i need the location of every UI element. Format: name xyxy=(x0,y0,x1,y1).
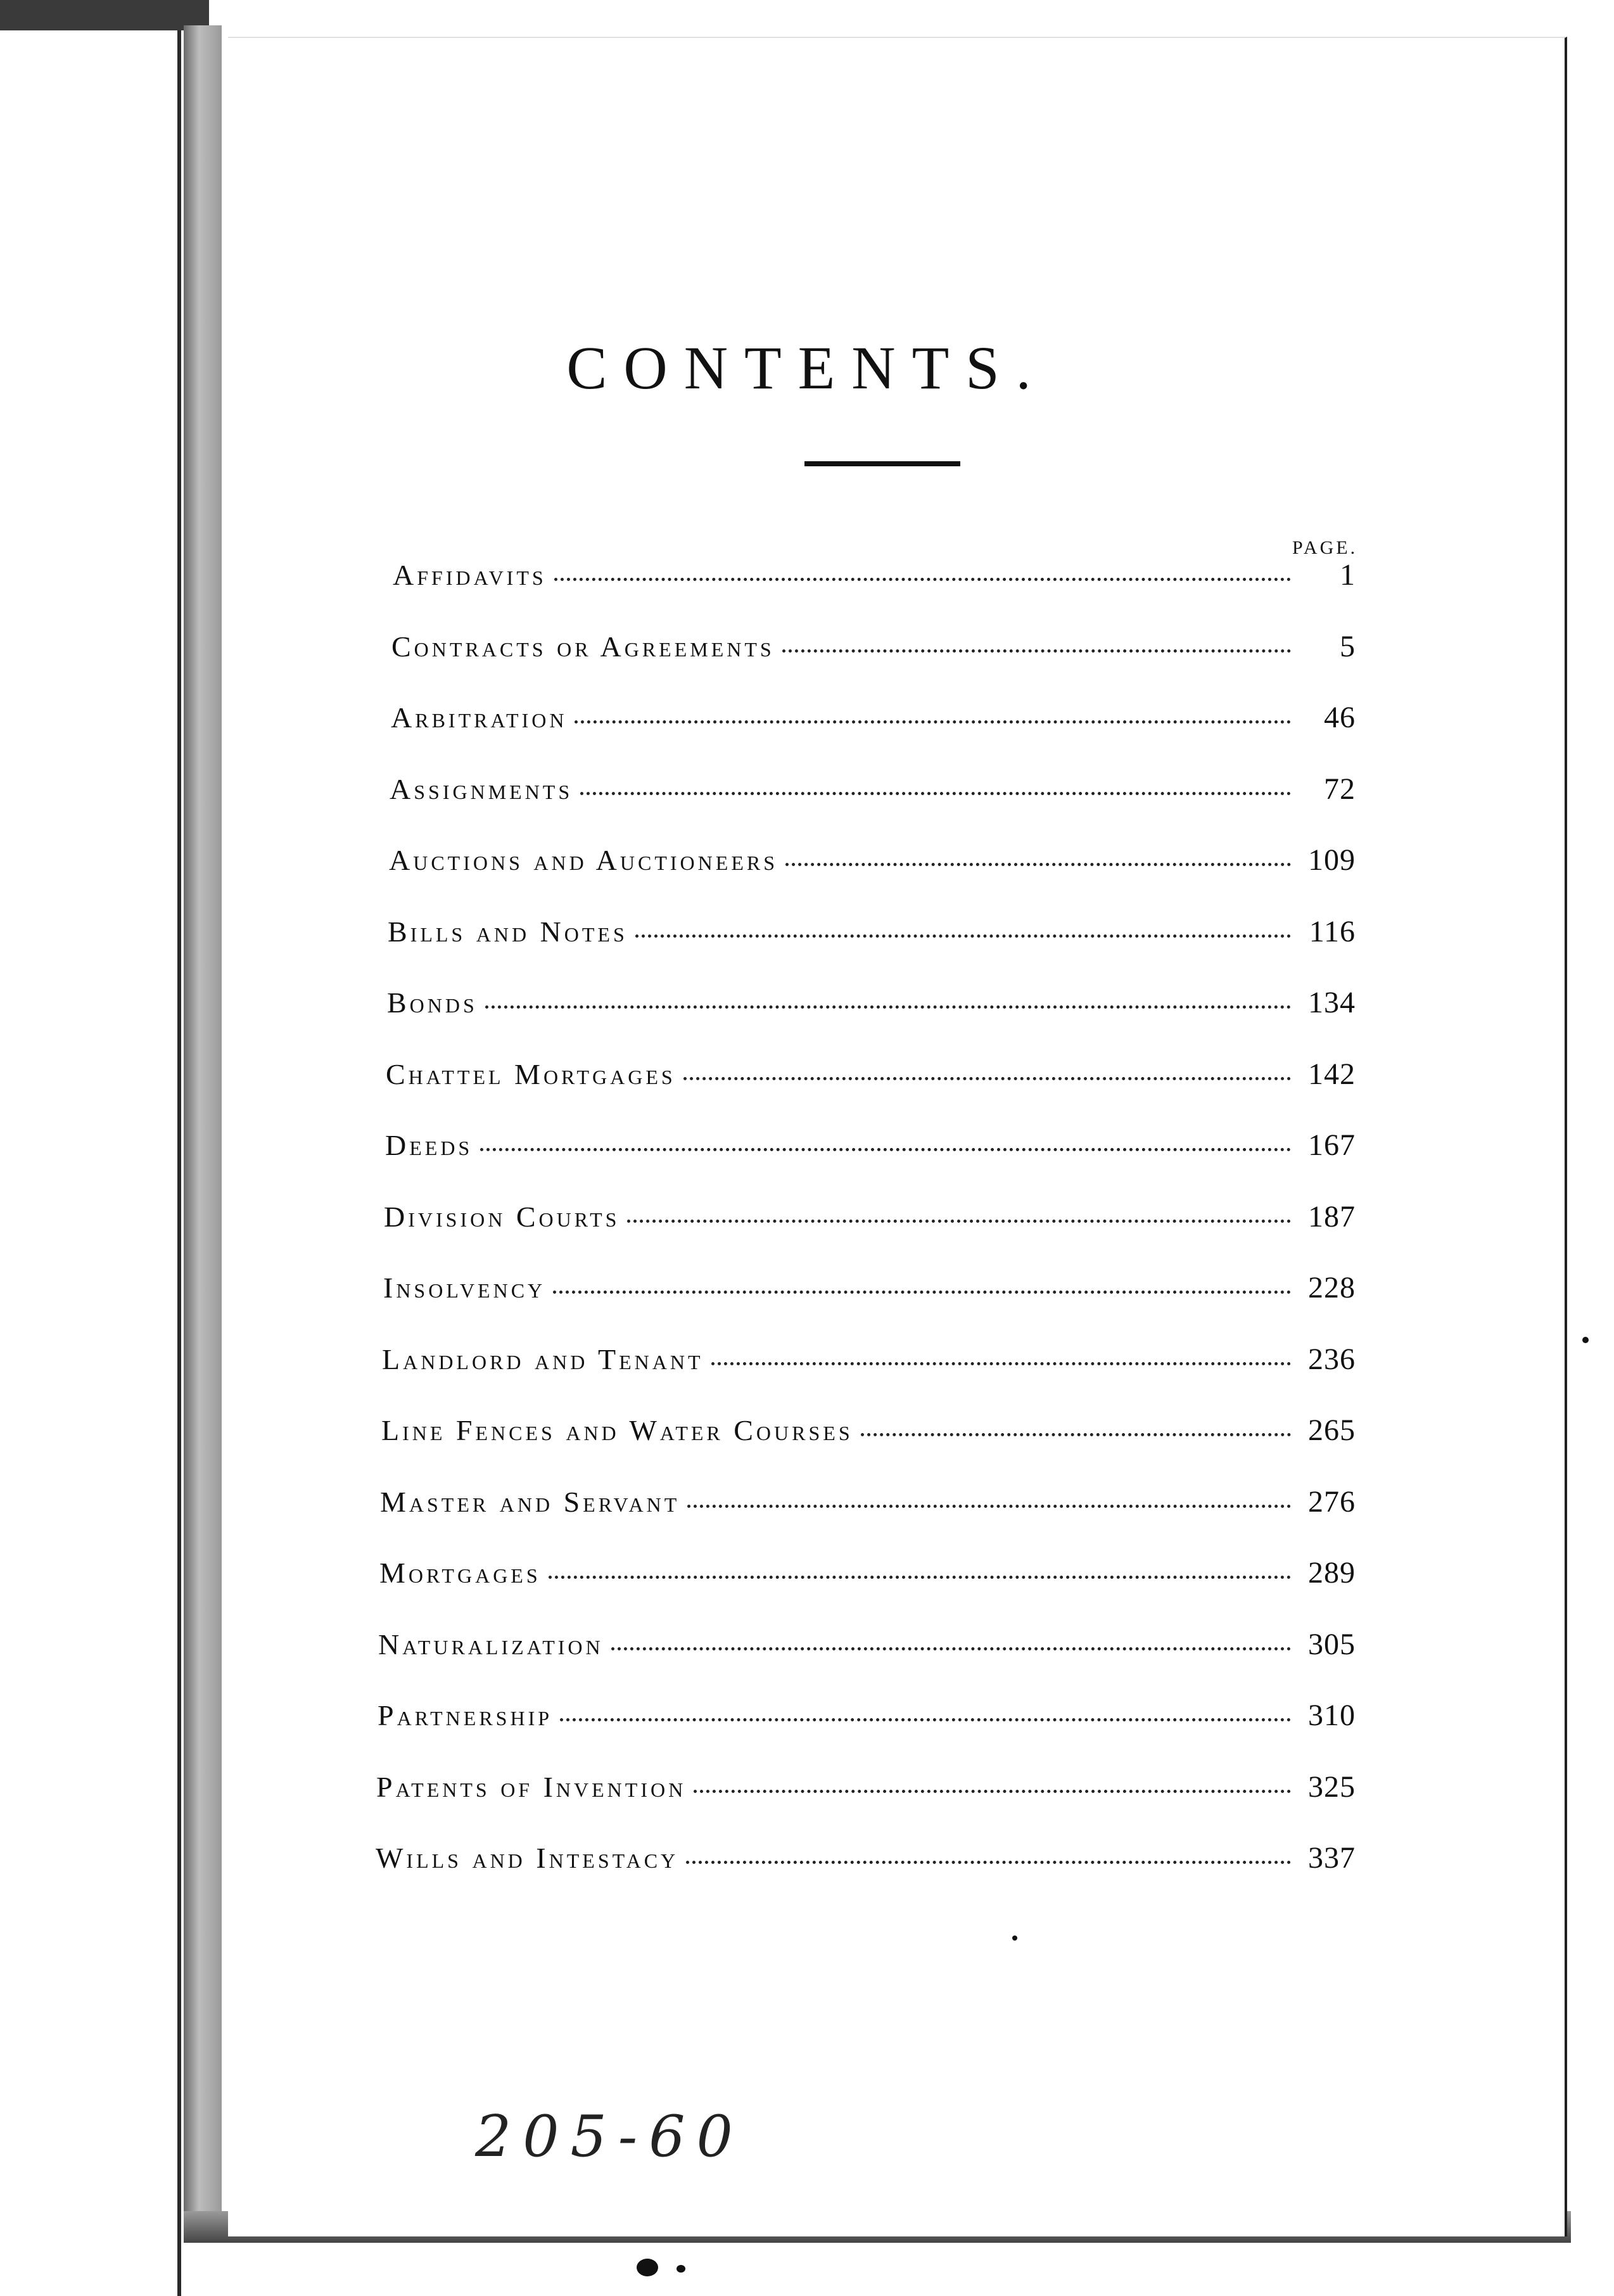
toc-entry-label: Deeds xyxy=(385,1129,473,1161)
toc-entry-page: 142 xyxy=(1308,1057,1356,1091)
paper-speck xyxy=(1582,1337,1589,1343)
toc-leader-dots xyxy=(694,1790,1291,1793)
toc-entry xyxy=(391,700,1356,772)
toc-entry xyxy=(382,1342,1356,1413)
toc-entry-page: 228 xyxy=(1308,1271,1356,1304)
toc-leader-dots xyxy=(611,1647,1291,1650)
toc-entry-label: Affidavits xyxy=(393,559,547,591)
toc-entry-page: 134 xyxy=(1308,986,1356,1019)
toc-entry-page: 276 xyxy=(1308,1484,1356,1519)
toc-leader-dots xyxy=(553,1291,1291,1294)
toc-leader-dots xyxy=(554,578,1291,581)
toc-entry-page: 310 xyxy=(1308,1699,1356,1732)
toc-entry-label: Partnership xyxy=(378,1699,553,1732)
toc-leader-dots xyxy=(560,1718,1291,1721)
toc-leader-dots xyxy=(686,1861,1291,1864)
toc-leader-dots xyxy=(549,1576,1291,1579)
title-rule-divider xyxy=(804,461,960,466)
paper-speck xyxy=(637,2259,658,2276)
toc-entry-label: Insolvency xyxy=(383,1272,546,1304)
toc-entry xyxy=(389,843,1356,914)
toc-leader-dots xyxy=(782,649,1291,653)
toc-leader-dots xyxy=(480,1148,1291,1151)
page-column-label: PAGE. xyxy=(1292,537,1358,558)
toc-entry xyxy=(385,1128,1356,1199)
toc-entry-page: 116 xyxy=(1309,914,1356,948)
toc-entry-label: Landlord and Tenant xyxy=(382,1343,704,1375)
toc-entry-label: Naturalization xyxy=(378,1628,604,1661)
toc-entry xyxy=(378,1698,1356,1770)
toc-entry-page: 1 xyxy=(1340,558,1356,592)
toc-entry-label: Assignments xyxy=(390,772,573,805)
toc-entry-label: Mortgages xyxy=(379,1557,541,1589)
toc-entry xyxy=(390,772,1356,843)
toc-entry xyxy=(387,985,1356,1057)
toc-leader-dots xyxy=(635,934,1291,938)
toc-entry xyxy=(379,1555,1356,1627)
toc-entry-label: Wills and Intestacy xyxy=(376,1842,679,1874)
toc-leader-dots xyxy=(683,1077,1291,1080)
toc-entry xyxy=(388,914,1356,986)
toc-entry xyxy=(391,629,1356,701)
toc-entry-page: 325 xyxy=(1308,1770,1356,1804)
toc-entry-label: Auctions and Auctioneers xyxy=(389,844,778,876)
toc-leader-dots xyxy=(711,1362,1291,1365)
toc-entry-label: Line Fences and Water Courses xyxy=(381,1414,853,1446)
paper-speck xyxy=(1012,1936,1017,1941)
toc-entry xyxy=(383,1270,1356,1342)
scan-top-corner xyxy=(0,0,209,30)
toc-entry-page: 167 xyxy=(1308,1128,1356,1162)
toc-entry-page: 109 xyxy=(1308,843,1356,877)
toc-leader-dots xyxy=(627,1220,1291,1223)
toc-entry xyxy=(381,1413,1356,1484)
toc-entry-label: Chattel Mortgages xyxy=(386,1057,676,1090)
toc-leader-dots xyxy=(687,1505,1291,1508)
toc-entry-page: 46 xyxy=(1324,701,1356,734)
toc-entry-page: 5 xyxy=(1340,629,1356,663)
toc-leader-dots xyxy=(580,792,1291,795)
table-of-contents xyxy=(376,558,1356,1912)
toc-entry xyxy=(380,1484,1356,1556)
toc-entry xyxy=(378,1627,1356,1699)
toc-entry-label: Contracts or Agreements xyxy=(391,630,775,663)
toc-entry-page: 187 xyxy=(1308,1199,1356,1234)
handwritten-note: 205-60 xyxy=(475,2103,744,2170)
toc-entry-page: 337 xyxy=(1308,1841,1356,1875)
toc-entry-label: Arbitration xyxy=(391,701,568,734)
toc-entry-label: Patents of Invention xyxy=(376,1770,687,1803)
toc-leader-dots xyxy=(861,1433,1291,1436)
toc-entry-page: 289 xyxy=(1308,1556,1356,1590)
toc-leader-dots xyxy=(485,1005,1291,1009)
toc-entry-page: 236 xyxy=(1308,1342,1356,1376)
toc-entry-page: 305 xyxy=(1308,1627,1356,1661)
toc-entry-label: Division Courts xyxy=(384,1200,620,1233)
toc-leader-dots xyxy=(785,863,1291,866)
toc-entry-page: 265 xyxy=(1308,1413,1356,1447)
toc-leader-dots xyxy=(575,720,1291,724)
paper-speck xyxy=(677,2265,685,2273)
toc-entry xyxy=(393,558,1356,629)
toc-entry xyxy=(386,1057,1356,1128)
toc-entry-page: 72 xyxy=(1324,772,1356,806)
page-title: CONTENTS. xyxy=(566,334,1048,402)
toc-entry-label: Bills and Notes xyxy=(388,915,628,948)
toc-entry xyxy=(384,1199,1356,1271)
toc-entry xyxy=(376,1770,1356,1841)
toc-entry xyxy=(376,1840,1356,1912)
toc-entry-label: Bonds xyxy=(387,986,478,1019)
toc-entry-label: Master and Servant xyxy=(380,1485,680,1518)
